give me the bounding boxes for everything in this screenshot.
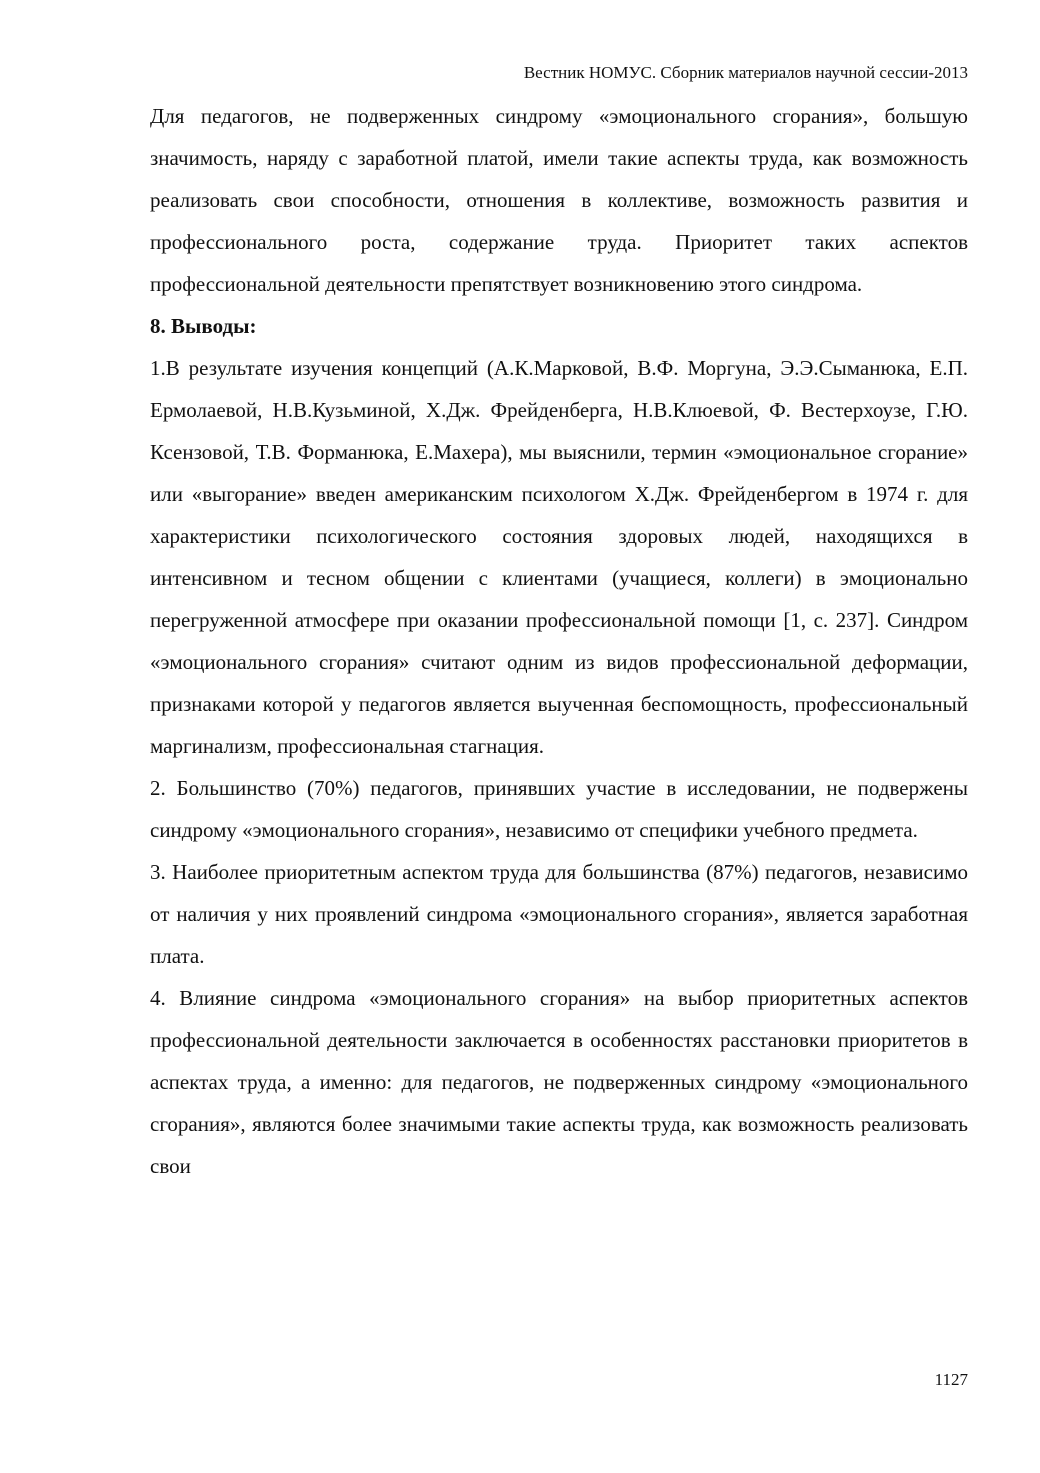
- conclusion-item-2: 2. Большинство (70%) педагогов, принявших участие в исследовании, не подвержены синдрому «эмоционального сгорания», независимо от специфики учебного предмета.: [150, 776, 968, 842]
- running-header: Вестник НОМУС. Сборник материалов научной сессии-2013: [523, 63, 968, 82]
- section-heading: 8. Выводы:: [150, 314, 257, 338]
- page-number: 1127: [934, 1370, 968, 1389]
- conclusion-item-3: 3. Наиболее приоритетным аспектом труда для большинства (87%) педагогов, независимо от наличия у них проявлений синдрома «эмоционального сгорания», является заработная плата.: [150, 860, 968, 968]
- conclusion-item-1: 1.В результате изучения концепций (А.К.Марковой, В.Ф. Моргуна, Э.Э.Сыманюка, Е.П. Ермолаевой, Н.В.Кузьминой, Х.Дж. Фрейденберга, Н.В.Клюевой, Ф. Вестерхоузе, Г.Ю. Ксензовой, Т.В. Форманюка, Е.Махера), мы выяснили, термин «эмоциональное сгорание» или «выгорание» введен американским психологом Х.Дж. Фрейденбергом в 1974 г. для характеристики психологического состояния здоровых людей, находящихся в интенсивном и тесном общении с клиентами (учащиеся, коллеги) в эмоционально перегруженной атмосфере при оказании профессиональной помощи [1, с. 237]. Синдром «эмоционального сгорания» считают одним из видов профессиональной деформации, признаками которой у педагогов является выученная беспомощность, профессиональный маргинализм, профессиональная стагнация.: [150, 356, 968, 758]
- page-body: [150, 95, 968, 1187]
- intro-paragraph: Для педагогов, не подверженных синдрому «эмоционального сгорания», большую значимость, наряду с заработной платой, имели такие аспекты труда, как возможность реализовать свои способности, отношения в коллективе, возможность развития и профессионального роста, содержание труда. Приоритет таких аспектов профессиональной деятельности препятствует возникновению этого синдрома.: [150, 104, 968, 296]
- conclusion-item-4: 4. Влияние синдрома «эмоционального сгорания» на выбор приоритетных аспектов профессиональной деятельности заключается в особенностях расстановки приоритетов в аспектах труда, а именно: для педагогов, не подверженных синдрому «эмоционального сгорания», являются более значимыми такие аспекты труда, как возможность реализовать свои: [150, 986, 968, 1178]
